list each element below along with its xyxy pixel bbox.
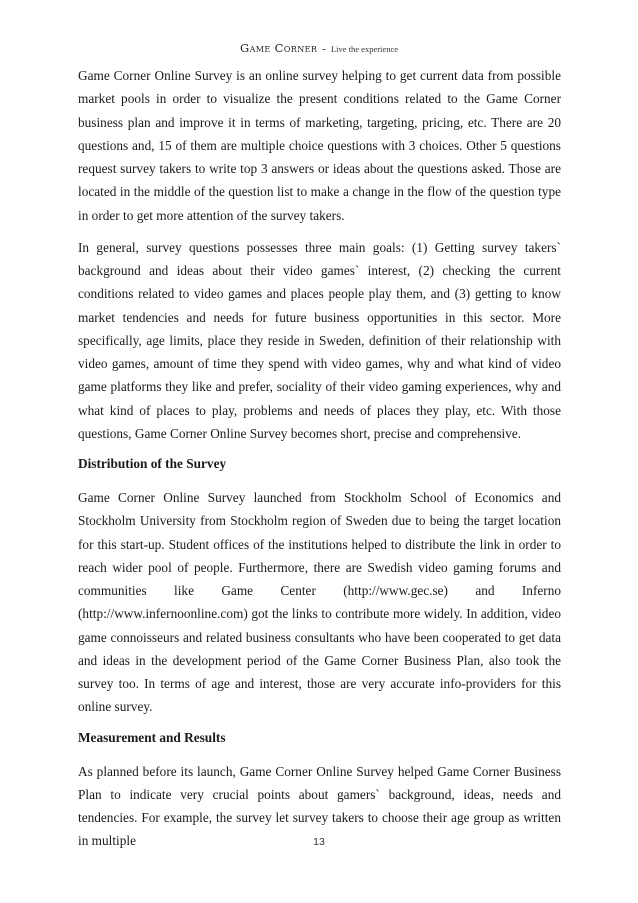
document-body: [78, 64, 561, 862]
running-header: [0, 41, 638, 56]
heading-distribution: Distribution of the Survey: [78, 456, 227, 471]
page-number: 13: [313, 836, 325, 848]
paragraph-measurement: As planned before its launch, Game Corner Online Survey helped Game Corner Business Plan to indicate very crucial points about gamers` background, ideas, needs and tendencies. For example, the survey let survey takers to choose their age group as written in multiple: [78, 763, 561, 849]
header-tagline: Live the experience: [330, 44, 398, 54]
paragraph-distribution: Game Corner Online Survey launched from Stockholm School of Economics and Stockholm University from Stockholm region of Sweden due to being the target location for this start-up. Student offices of the institutions helped to distribute the link in order to reach wider pool of people. Furthermore, there are Swedish video gaming forums and communities like Game Center (http://www.gec.se) and Inferno (http://www.infernoonline.com) got the links to contribute more widely. In addition, video game connoisseurs and related business consultants who have been cooperated to get data and ideas in the development period of the Game Corner Business Plan, also took the survey too. In terms of age and interest, those are very accurate info-providers for this online survey.: [78, 490, 561, 715]
heading-measurement: Measurement and Results: [78, 729, 226, 745]
paragraph-survey-goals: In general, survey questions possesses three main goals: (1) Getting survey takers` background and ideas about their video games` interest, (2) checking the current conditions related to video games and places people play them, and (3) getting to know market tendencies and needs for future business opportunities in this sector. More specifically, age limits, place they reside in Sweden, definition of their relationship with video games, amount of time they spend with video games, why and what kind of video game platforms they like and prefer, sociality of their video gaming experiences, why and what kind of places to play, problems and needs of places they play, etc. With those questions, Game Corner Online Survey becomes short, precise and comprehensive.: [78, 239, 561, 441]
header-brand: Game Corner: [240, 41, 318, 55]
paragraph-survey-intro: Game Corner Online Survey is an online survey helping to get current data from possible market pools in order to visualize the present conditions related to the Game Corner business plan and improve it in terms of marketing, targeting, pricing, etc. There are 20 questions and, 15 of them are multiple choice questions with 3 choices. Other 5 questions request survey takers to write top 3 answers or ideas about the questions asked. Those are located in the middle of the question list to make a change in the flow of the question type in order to get more attention of the survey takers.: [78, 68, 561, 223]
header-separator: -: [322, 43, 326, 55]
